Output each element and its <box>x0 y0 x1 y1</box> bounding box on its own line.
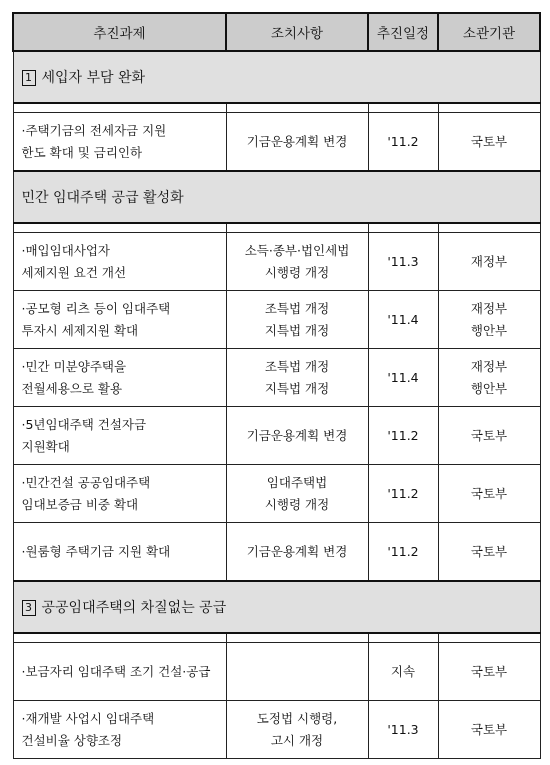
spacer-cell <box>438 223 540 233</box>
agency-text: 국토부 <box>470 427 508 443</box>
action-cell <box>226 643 368 701</box>
agency-cell <box>438 113 540 172</box>
task-cell <box>13 643 226 701</box>
section-row <box>13 171 540 223</box>
agency-cell <box>438 349 540 407</box>
table-row <box>13 349 540 407</box>
section-title-cell <box>13 581 540 633</box>
spacer-cell <box>13 223 226 233</box>
spacer-cell <box>226 223 368 233</box>
spacer-row <box>13 103 540 113</box>
section-title: 공공임대주택의 차질없는 공급 <box>41 600 227 616</box>
header-row <box>13 13 540 51</box>
schedule-cell: '11.2 <box>368 113 438 172</box>
action-text: 기금운용계획 변경 <box>246 133 348 149</box>
task-cell <box>13 349 226 407</box>
section-title: 세입자 부담 완화 <box>41 70 146 86</box>
action-text: 고시 개정 <box>270 732 324 748</box>
task-cell <box>13 113 226 172</box>
spacer-cell <box>368 223 438 233</box>
spacer-cell <box>226 103 368 113</box>
task-cell <box>13 701 226 759</box>
task-text: 투자시 세제지원 확대 <box>21 322 139 338</box>
agency-text: 재정부 <box>470 358 508 374</box>
action-text: 임대주택법 <box>266 474 328 490</box>
task-cell <box>13 523 226 582</box>
section-row <box>13 581 540 633</box>
section-title-cell <box>13 51 540 103</box>
task-text: 건설비율 상향조정 <box>21 732 123 748</box>
schedule-cell: '11.4 <box>368 349 438 407</box>
agency-text: 재정부 <box>470 300 508 316</box>
agency-text: 국토부 <box>470 543 508 559</box>
schedule-cell: 지속 <box>368 643 438 701</box>
task-text: 전월세용으로 활용 <box>21 380 123 396</box>
agency-text: 국토부 <box>470 133 508 149</box>
section-row <box>13 51 540 103</box>
spacer-row <box>13 633 540 643</box>
policy-plan-table <box>12 12 541 759</box>
table-row <box>13 113 540 172</box>
spacer-row <box>13 223 540 233</box>
task-text: 세제지원 요건 개선 <box>21 264 127 280</box>
action-cell <box>226 407 368 465</box>
task-cell <box>13 465 226 523</box>
schedule-cell: '11.2 <box>368 523 438 582</box>
agency-text: 행안부 <box>470 380 508 396</box>
task-text: ·공모형 리츠 등이 임대주택 <box>21 300 171 316</box>
action-text: 지특법 개정 <box>264 380 330 396</box>
action-text: 소득·종부·법인세법 <box>244 242 350 258</box>
spacer-cell <box>13 633 226 643</box>
action-cell <box>226 113 368 172</box>
schedule-cell: '11.2 <box>368 465 438 523</box>
task-text: ·재개발 사업시 임대주택 <box>21 710 155 726</box>
agency-text: 행안부 <box>470 322 508 338</box>
task-text: ·5년임대주택 건설자금 <box>21 416 147 432</box>
agency-cell <box>438 701 540 759</box>
action-text: 도정법 시행령, <box>256 710 338 726</box>
spacer-cell <box>13 103 226 113</box>
schedule-cell: '11.2 <box>368 407 438 465</box>
table-row <box>13 701 540 759</box>
section-number: 3 <box>22 600 36 616</box>
spacer-cell <box>368 633 438 643</box>
agency-cell <box>438 291 540 349</box>
spacer-cell <box>438 103 540 113</box>
task-text: ·주택기금의 전세자금 지원 <box>21 122 167 138</box>
section-number: 1 <box>22 70 36 86</box>
schedule-cell: '11.3 <box>368 233 438 291</box>
table-row <box>13 523 540 582</box>
task-text: 임대보증금 비중 확대 <box>21 496 139 512</box>
agency-cell <box>438 523 540 582</box>
header-agency: 소관기관 <box>438 13 540 51</box>
spacer-cell <box>226 633 368 643</box>
schedule-cell: '11.3 <box>368 701 438 759</box>
task-text: ·원룸형 주택기금 지원 확대 <box>21 543 171 559</box>
spacer-cell <box>438 633 540 643</box>
task-text: 한도 확대 및 금리인하 <box>21 144 143 160</box>
action-text: 시행령 개정 <box>264 496 330 512</box>
action-cell <box>226 349 368 407</box>
action-text: 지특법 개정 <box>264 322 330 338</box>
task-cell <box>13 291 226 349</box>
action-cell <box>226 291 368 349</box>
agency-cell <box>438 233 540 291</box>
agency-text: 국토부 <box>470 721 508 737</box>
agency-text: 재정부 <box>470 253 508 269</box>
section-title-cell <box>13 171 540 223</box>
action-cell <box>226 701 368 759</box>
table-row <box>13 407 540 465</box>
agency-text: 국토부 <box>470 663 508 679</box>
schedule-cell: '11.4 <box>368 291 438 349</box>
task-text: ·민간 미분양주택을 <box>21 358 127 374</box>
task-text: ·매입임대사업자 <box>21 242 110 258</box>
task-text: 지원확대 <box>21 438 70 454</box>
action-cell <box>226 465 368 523</box>
table-row <box>13 291 540 349</box>
action-cell <box>226 233 368 291</box>
action-text: 조특법 개정 <box>264 300 330 316</box>
agency-cell <box>438 643 540 701</box>
table-row <box>13 233 540 291</box>
header-action: 조치사항 <box>226 13 368 51</box>
action-text: 시행령 개정 <box>264 264 330 280</box>
table-body <box>13 51 540 759</box>
agency-cell <box>438 407 540 465</box>
task-cell <box>13 407 226 465</box>
action-text: 기금운용계획 변경 <box>246 427 348 443</box>
action-text: 조특법 개정 <box>264 358 330 374</box>
header-task: 추진과제 <box>13 13 226 51</box>
table-row <box>13 643 540 701</box>
agency-text: 국토부 <box>470 485 508 501</box>
agency-cell <box>438 465 540 523</box>
task-cell <box>13 233 226 291</box>
task-text: ·보금자리 임대주택 조기 건설·공급 <box>21 663 211 679</box>
action-cell <box>226 523 368 582</box>
section-title: 민간 임대주택 공급 활성화 <box>21 190 184 206</box>
header-schedule: 추진일정 <box>368 13 438 51</box>
spacer-cell <box>368 103 438 113</box>
task-text: ·민간건설 공공임대주택 <box>21 474 151 490</box>
action-text: 기금운용계획 변경 <box>246 543 348 559</box>
table-row <box>13 465 540 523</box>
